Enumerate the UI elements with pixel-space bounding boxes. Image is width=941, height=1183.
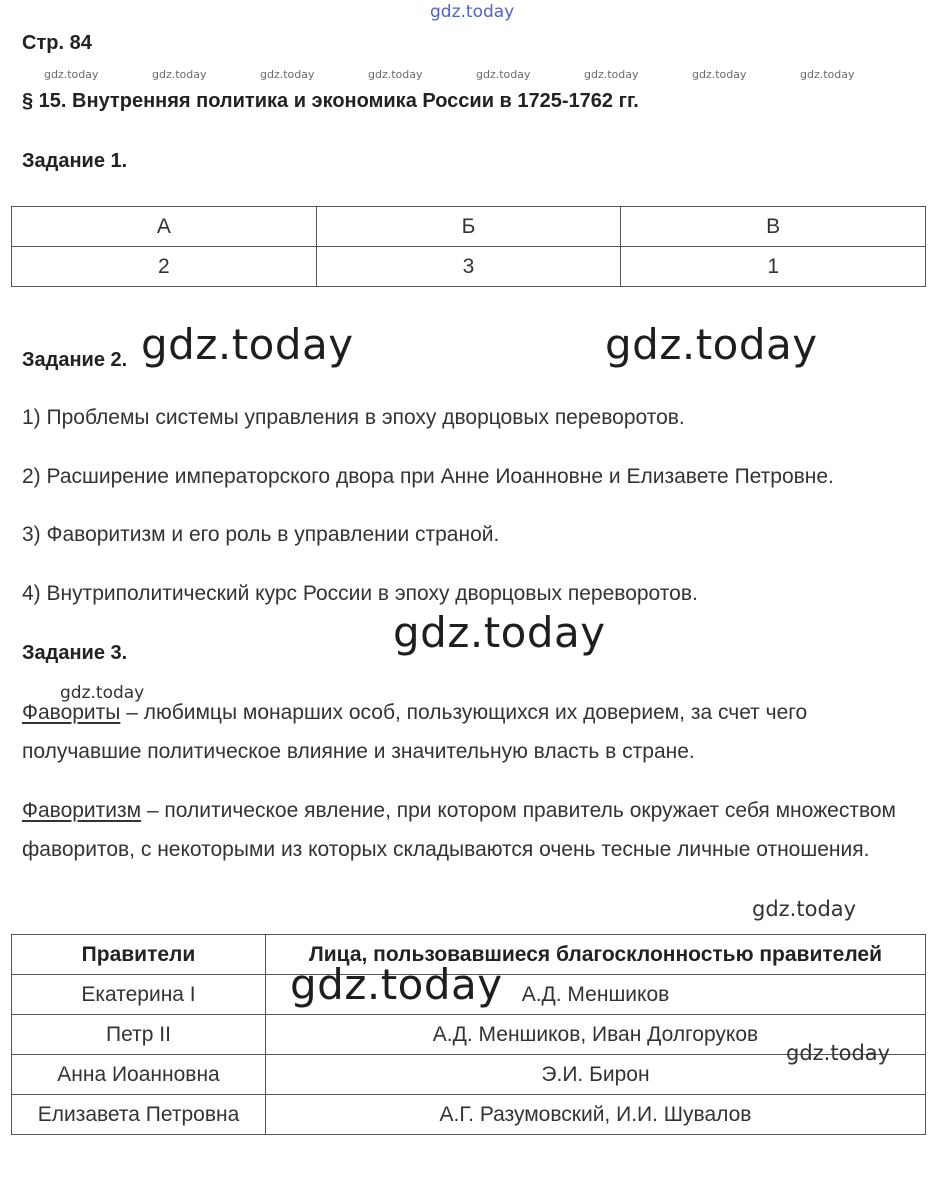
term-favorites: Фавориты [22, 701, 121, 724]
favorite-cell: А.Д. Меншиков, Иван Долгоруков [266, 1015, 926, 1055]
column-header: Лица, пользовавшиеся благосклонностью правителей [266, 935, 926, 975]
task1-title: Задание 1. [22, 150, 128, 172]
table-row [12, 247, 926, 287]
term-favoritism: Фаворитизм [22, 799, 142, 822]
watermark-small: gdz.today [476, 68, 531, 81]
watermark-small: gdz.today [60, 683, 145, 703]
watermark-small: gdz.today [368, 68, 423, 81]
watermark-large: gdz.today [605, 320, 818, 369]
watermark-large: gdz.today [393, 608, 606, 657]
page-label: Стр. 84 [22, 32, 92, 54]
watermark-small: gdz.today [44, 68, 99, 81]
watermark-large: gdz.today [141, 320, 354, 369]
task1-header-cell: В [621, 207, 926, 247]
watermark-small: gdz.today [260, 68, 315, 81]
watermark-mid: gdz.today [752, 897, 857, 921]
task2-item: 2) Расширение императорского двора при Анне Иоанновне и Елизавете Петровне. [22, 465, 834, 488]
favorite-cell: А.Г. Разумовский, И.И. Шувалов [266, 1095, 926, 1135]
task2-item: 4) Внутриполитический курс России в эпоху дворцовых переворотов. [22, 582, 698, 605]
table-row [12, 207, 926, 247]
watermark-top: gdz.today [430, 2, 515, 22]
task1-header-cell: А [12, 207, 317, 247]
definition-text: – любимцы монарших особ, пользующихся их доверием, за счет чего получавшие политическое влияние и значительную власть в стране. [22, 701, 808, 763]
task2-item: 3) Фаворитизм и его роль в управлении страной. [22, 523, 500, 546]
section-title: § 15. Внутренняя политика и экономика России в 1725-1762 гг. [22, 90, 639, 112]
watermark-small: gdz.today [800, 68, 855, 81]
watermark-small: gdz.today [584, 68, 639, 81]
favorite-cell: А.Д. Меншиков [266, 975, 926, 1015]
ruler-cell: Анна Иоанновна [12, 1055, 266, 1095]
task2-item: 1) Проблемы системы управления в эпоху дворцовых переворотов. [22, 406, 685, 429]
column-header: Правители [12, 935, 266, 975]
ruler-cell: Петр II [12, 1015, 266, 1055]
watermark-mid: gdz.today [786, 1041, 891, 1065]
task3-title: Задание 3. [22, 642, 128, 664]
definition-favorites [22, 693, 922, 771]
task1-table [11, 206, 926, 287]
watermark-large: gdz.today [290, 960, 503, 1009]
ruler-cell: Елизавета Петровна [12, 1095, 266, 1135]
definition-text: – политическое явление, при котором правитель окружает себя множеством фаворитов, с некоторыми из которых складываются очень тесные личные отношения. [22, 799, 896, 861]
ruler-cell: Екатерина I [12, 975, 266, 1015]
watermark-small: gdz.today [152, 68, 207, 81]
task1-value-cell: 1 [621, 247, 926, 287]
task1-header-cell: Б [316, 207, 621, 247]
definition-favoritism [22, 791, 922, 869]
task1-value-cell: 2 [12, 247, 317, 287]
watermark-small: gdz.today [692, 68, 747, 81]
task2-title: Задание 2. [22, 349, 128, 371]
table-row [12, 1095, 926, 1135]
task1-value-cell: 3 [316, 247, 621, 287]
favorite-cell: Э.И. Бирон [266, 1055, 926, 1095]
